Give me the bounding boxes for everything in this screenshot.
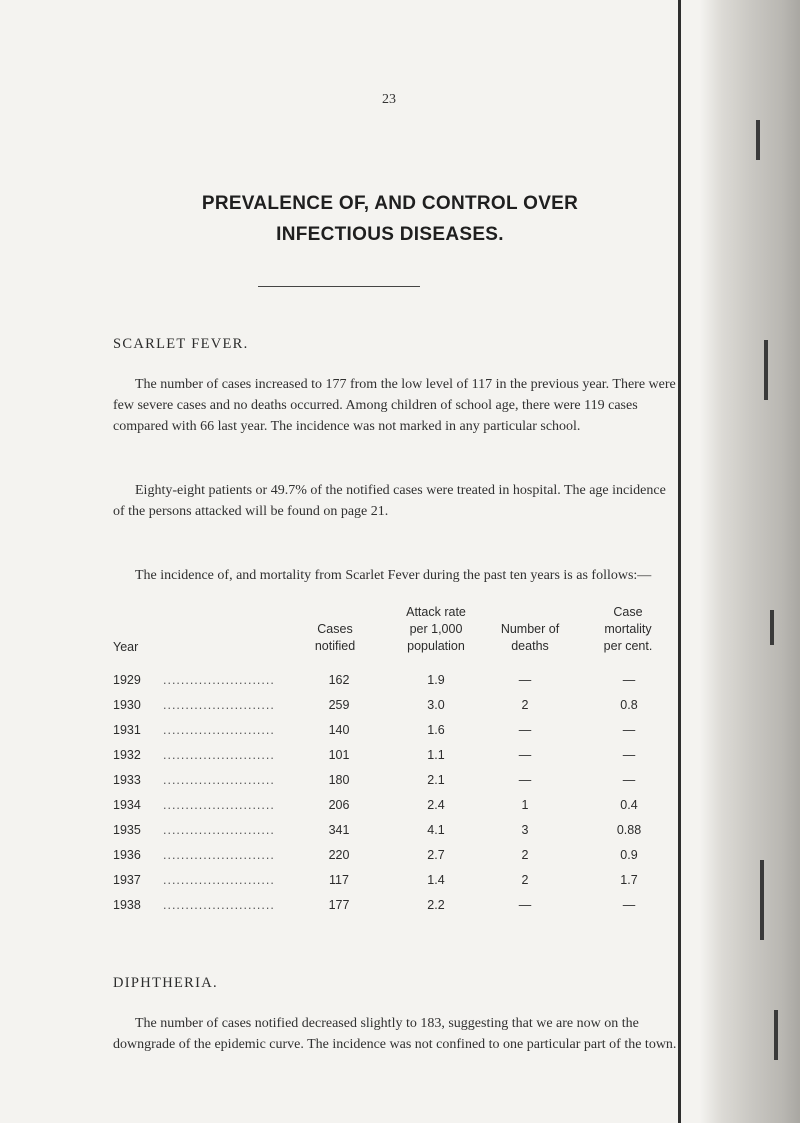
table-row	[113, 798, 683, 820]
leader-dots: .........................	[163, 873, 275, 887]
cell-deaths: —	[518, 673, 532, 687]
scan-speck	[760, 860, 764, 940]
scan-speck	[764, 340, 768, 400]
table-row	[113, 773, 683, 795]
scarlet-fever-paragraph-2	[113, 480, 680, 522]
cell-deaths: 3	[521, 823, 529, 837]
leader-dots: .........................	[163, 698, 275, 712]
section-title-scarlet-fever: SCARLET FEVER.	[113, 336, 249, 352]
leader-dots: .........................	[163, 723, 275, 737]
cell-cases: 117	[329, 873, 349, 887]
table-header-case-mortality-line-3: per cent.	[603, 639, 653, 653]
cell-case-mortality: —	[622, 898, 636, 912]
cell-cases: 101	[328, 748, 350, 762]
table-row	[113, 898, 683, 920]
cell-attack-rate: 1.9	[427, 673, 445, 687]
cell-case-mortality: 0.88	[616, 823, 642, 837]
table-row	[113, 848, 683, 870]
cell-case-mortality: 0.9	[620, 848, 638, 862]
cell-deaths: 1	[521, 798, 529, 812]
table-header-year: Year	[113, 640, 139, 654]
table-header-case-mortality	[580, 604, 676, 655]
table-header-cases-line-2: notified	[314, 639, 356, 653]
scarlet-fever-paragraph-1-text: The number of cases increased to 177 from the low level of 117 in the previous year. There were few severe cases and no deaths occurred. Among children of school age, there were 119 cases compared with 66 last year. The incidence was not marked in any particular school.	[113, 377, 676, 434]
cell-cases: 220	[328, 848, 350, 862]
cell-year: 1930	[113, 698, 141, 712]
cell-case-mortality: —	[622, 723, 636, 737]
table-header-cases	[300, 604, 370, 655]
leader-dots: .........................	[163, 898, 275, 912]
cell-year: 1935	[113, 823, 141, 837]
scarlet-fever-paragraph-1	[113, 374, 680, 437]
table-header-deaths-line-2: deaths	[511, 639, 549, 653]
cell-case-mortality: 1.7	[620, 873, 638, 887]
cell-deaths: 2	[521, 848, 529, 862]
leader-dots: .........................	[163, 773, 275, 787]
cell-attack-rate: 1.4	[427, 873, 445, 887]
table-row	[113, 673, 683, 695]
scan-edge-shadow	[682, 0, 800, 1123]
leader-dots: .........................	[163, 848, 275, 862]
scarlet-fever-paragraph-3	[113, 565, 680, 586]
table-header-attack-rate	[374, 604, 498, 655]
table-header-case-mortality-line-2: mortality	[604, 622, 652, 636]
table-header-deaths-line-1: Number of	[500, 622, 560, 636]
page-number: 23	[382, 92, 396, 107]
cell-attack-rate: 1.6	[427, 723, 445, 737]
cell-cases: 206	[328, 798, 350, 812]
cell-year: 1938	[113, 898, 141, 912]
cell-cases: 341	[328, 823, 350, 837]
cell-year: 1933	[113, 773, 141, 787]
main-heading-line-2: INFECTIOUS DISEASES.	[276, 224, 504, 245]
scan-speck	[774, 1010, 778, 1060]
cell-deaths: —	[518, 723, 532, 737]
cell-cases: 259	[328, 698, 350, 712]
cell-year: 1936	[113, 848, 141, 862]
cell-deaths: 2	[521, 698, 529, 712]
table-header-case-mortality-line-1: Case	[613, 605, 643, 619]
cell-case-mortality: —	[622, 673, 636, 687]
cell-cases: 177	[328, 898, 350, 912]
table-header-cases-line-1: Cases	[317, 622, 353, 636]
scan-speck	[756, 120, 760, 160]
scarlet-fever-paragraph-2-text: Eighty-eight patients or 49.7% of the notified cases were treated in hospital. The age incidence of the persons attacked will be found on page 21.	[113, 483, 666, 519]
cell-deaths: —	[518, 898, 532, 912]
cell-cases: 140	[328, 723, 350, 737]
cell-attack-rate: 2.4	[427, 798, 445, 812]
cell-case-mortality: 0.8	[620, 698, 638, 712]
table-row	[113, 723, 683, 745]
table-header-attack-rate-line-3: population	[407, 639, 465, 653]
cell-cases: 180	[328, 773, 350, 787]
cell-attack-rate: 3.0	[427, 698, 445, 712]
table-header-attack-rate-line-1: Attack rate	[406, 605, 466, 619]
section-title-diphtheria: DIPHTHERIA.	[113, 975, 218, 991]
scarlet-fever-paragraph-3-text: The incidence of, and mortality from Scarlet Fever during the past ten years is as follows:—	[135, 568, 652, 583]
cell-attack-rate: 2.7	[427, 848, 445, 862]
table-row	[113, 873, 683, 895]
scan-speck	[770, 610, 774, 645]
cell-year: 1932	[113, 748, 141, 762]
main-heading-line-1: PREVALENCE OF, AND CONTROL OVER	[201, 193, 579, 214]
cell-year: 1931	[113, 723, 141, 737]
diphtheria-paragraph-1	[113, 1013, 680, 1055]
leader-dots: .........................	[163, 673, 275, 687]
table-row	[113, 748, 683, 770]
cell-year: 1934	[113, 798, 141, 812]
table-header-attack-rate-line-2: per 1,000	[409, 622, 463, 636]
cell-case-mortality: 0.4	[620, 798, 638, 812]
cell-year: 1937	[113, 873, 141, 887]
cell-year: 1929	[113, 673, 141, 687]
cell-case-mortality: —	[622, 748, 636, 762]
cell-deaths: —	[518, 773, 532, 787]
cell-case-mortality: —	[622, 773, 636, 787]
table-row	[113, 698, 683, 720]
leader-dots: .........................	[163, 823, 275, 837]
table-row	[113, 823, 683, 845]
leader-dots: .........................	[163, 798, 275, 812]
cell-attack-rate: 1.1	[427, 748, 445, 762]
cell-deaths: —	[518, 748, 532, 762]
cell-deaths: 2	[521, 873, 529, 887]
leader-dots: .........................	[163, 748, 275, 762]
heading-divider	[258, 286, 420, 287]
diphtheria-paragraph-1-text: The number of cases notified decreased slightly to 183, suggesting that we are now on the downgrade of the epidemic curve. The incidence was not confined to one particular part of the town.	[113, 1016, 677, 1052]
cell-cases: 162	[328, 673, 350, 687]
cell-attack-rate: 2.2	[427, 898, 445, 912]
cell-attack-rate: 4.1	[427, 823, 445, 837]
table-header-deaths	[492, 604, 568, 655]
scan-edge-line	[678, 0, 681, 1123]
cell-attack-rate: 2.1	[427, 773, 445, 787]
